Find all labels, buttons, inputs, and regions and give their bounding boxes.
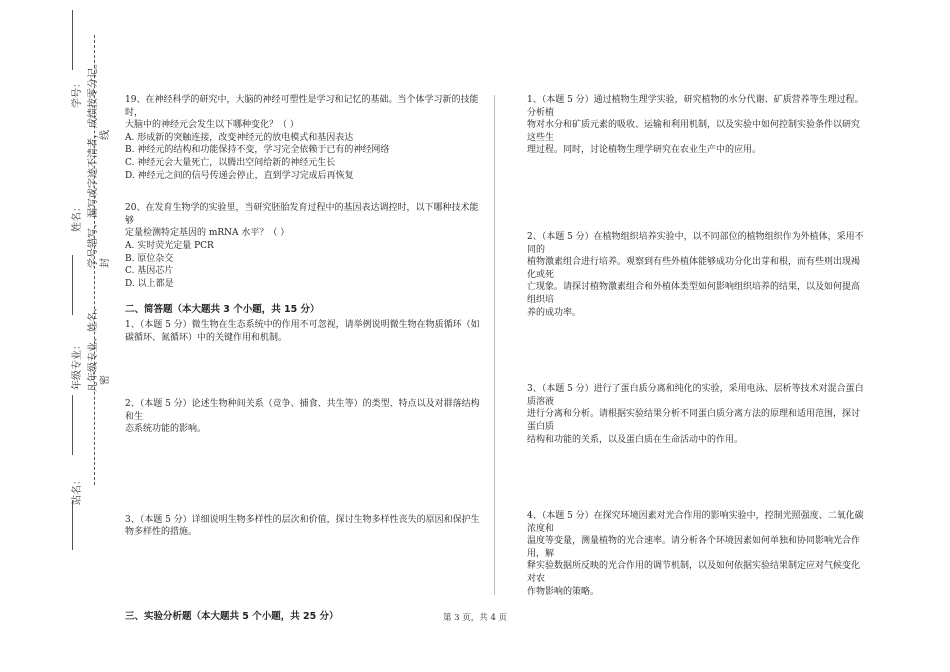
name-label: 姓名： <box>72 202 83 232</box>
question-text: 态系统功能的影响。 <box>125 424 207 435</box>
question-text: 3、（本题 5 分）进行了蛋白质分离和纯化的实验，采用电泳、层析等技术对混合蛋白质溶液 <box>527 384 864 407</box>
experiment-question-4 <box>527 510 867 598</box>
section-title-experiment-analysis: 三、实验分析题（本大题共 5 个小题，共 25 分） <box>125 611 339 623</box>
line-word: 线 <box>100 130 111 140</box>
instructions-label: 凡年级专业、姓名、 <box>88 302 99 392</box>
option-c: C. 基因芯片 <box>125 266 174 277</box>
question-text: 温度等变量，测量植物的光合速率。请分析各个环境因素如何单独和协同影响光合作用，解 <box>527 536 861 559</box>
question-stem: 20、在发育生物学的实验里，当研究胚胎发育过程中的基因表达调控时，以下哪种技术能够 <box>125 203 479 226</box>
question-20 <box>125 202 485 290</box>
secret-word: 密 <box>100 375 111 385</box>
question-text: 进行分离和分析。请根据实验结果分析不同蛋白质分离方法的原理和适用范围，探讨蛋白质 <box>527 409 861 432</box>
major-underline <box>72 395 73 455</box>
question-text: 2、（本题 5 分）在植物组织培养实验中，以不同部位的植物组织作为外植体，采用不同的 <box>527 231 864 255</box>
short-answer-2 <box>125 398 485 436</box>
binding-strip <box>0 0 110 672</box>
station-label: 站名： <box>72 475 83 505</box>
question-text: 结构和功能的关系，以及蛋白质在生命活动中的作用。 <box>527 434 744 445</box>
short-answer-3 <box>125 514 485 539</box>
option-c: C. 神经元会大量死亡，以腾出空间给新的神经元生长 <box>125 157 336 168</box>
seal-word: 封 <box>100 258 111 268</box>
student-no-underline <box>72 10 73 70</box>
column-divider <box>494 95 495 595</box>
option-a: A. 形成新的突触连接，改变神经元的放电模式和基因表达 <box>125 132 354 143</box>
experiment-question-3 <box>527 383 867 446</box>
question-text: 物对水分和矿质元素的吸收、运输和利用机制，以及实验中如何控制实验条件以研究这些生 <box>527 120 861 143</box>
station-underline <box>72 500 73 550</box>
question-text: 养的成功率。 <box>527 307 582 318</box>
option-b: B. 原位杂交 <box>125 253 174 264</box>
question-stem: 定量检测特定基因的 mRNA 水平？（ ） <box>125 228 290 239</box>
page-footer: 第 3 页，共 4 页 <box>442 613 508 623</box>
question-text: 2、（本题 5 分）论述生物种间关系（竞争、捕食、共生等）的类型、特点以及对群落结构和生 <box>125 399 480 422</box>
question-19 <box>125 94 485 182</box>
question-text: 植物激素组合进行培养。观察到有些外植体能够成功分化出芽和根，而有些则出现褐化或死 <box>527 257 861 280</box>
question-text: 3、（本题 5 分）详细说明生物多样性的层次和价值，探讨生物多样性丧失的原因和保护生 <box>125 514 480 525</box>
question-text: 释实验数据所反映的光合作用的调节机制，以及如何依据实验结果制定应对气候变化对农 <box>527 561 861 585</box>
question-text: 1、（本题 5 分）通过植物生理学实验，研究植物的水分代谢、矿质营养等生理过程。分析植 <box>527 95 864 118</box>
name-underline <box>72 255 73 315</box>
short-answer-1 <box>125 319 485 344</box>
question-text: 亡现象。请探讨植物激素组合和外植体类型如何影响组织培养的结果，以及如何提高组织培 <box>527 282 861 305</box>
option-d: D. 神经元之间的信号传递会停止，直到学习完成后再恢复 <box>125 170 354 181</box>
fill-warning: 学号错写、漏写或字迹不清者，成绩按零分记。 <box>88 58 99 268</box>
experiment-question-1 <box>527 94 867 157</box>
option-b: B. 神经元的结构和功能保持不变，学习完全依赖于已有的神经网络 <box>125 145 390 156</box>
question-text: 作物影响的策略。 <box>527 586 600 597</box>
question-text: 物多样性的措施。 <box>125 527 198 538</box>
question-stem: 大脑中的神经元会发生以下哪种变化？（ ） <box>125 120 299 131</box>
question-text: 碳循环、氮循环）中的关键作用和机制。 <box>125 332 288 343</box>
question-text: 4、（本题 5 分）在探究环境因素对光合作用的影响实验中，控制光照强度、二氧化碳浓度和 <box>527 511 864 534</box>
section-title-short-answer: 二、简答题（本大题共 3 个小题，共 15 分） <box>125 304 320 316</box>
major-label: 年级专业： <box>72 340 83 390</box>
experiment-question-2 <box>527 231 867 319</box>
question-stem: 19、在神经科学的研究中，大脑的神经可塑性是学习和记忆的基础。当个体学习新的技能时， <box>125 95 479 118</box>
left-column <box>125 94 485 624</box>
question-text: 理过程。同时，讨论植物生理学研究在农业生产中的应用。 <box>527 145 762 156</box>
right-column <box>527 94 867 598</box>
option-a: A. 实时荧光定量 PCR <box>125 240 214 251</box>
student-no-label: 学号： <box>72 78 83 108</box>
question-text: 1、（本题 5 分）微生物在生态系统中的作用不可忽视，请举例说明微生物在物质循环（如 <box>125 319 480 330</box>
option-d: D. 以上都是 <box>125 278 174 289</box>
